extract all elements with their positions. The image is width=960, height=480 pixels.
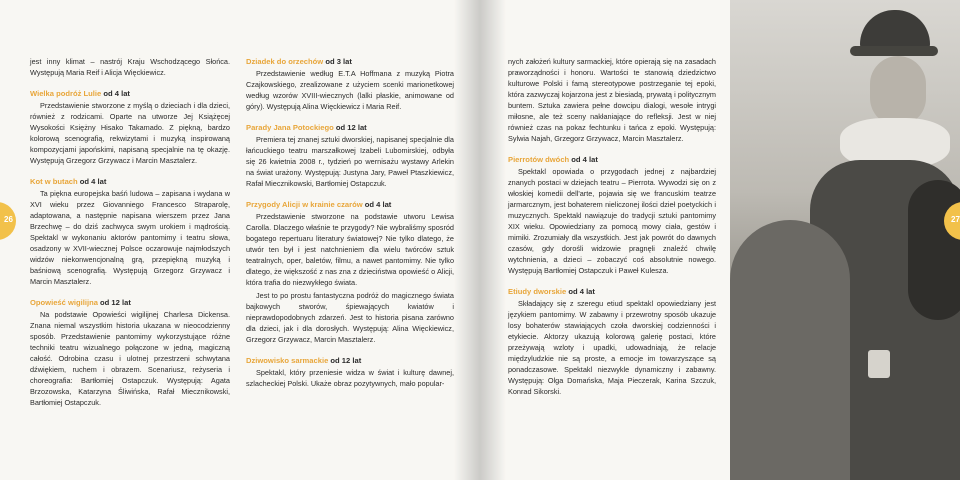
section-age: od 3 lat [323, 57, 352, 66]
right-gutter-shadow [480, 0, 506, 480]
left-page-number: 26 [4, 215, 13, 224]
section-heading [246, 122, 454, 133]
section-title: Pierrotów dwóch [508, 155, 570, 164]
column-3 [508, 56, 716, 399]
section-age: od 4 lat [77, 177, 107, 186]
column-2 [246, 56, 454, 391]
section-heading [30, 297, 230, 308]
section-title: Dziwowisko sarmackie [246, 356, 329, 365]
section-title: Parady Jana Potockiego [246, 123, 334, 132]
third-figure-shape [908, 180, 960, 320]
right-page-number: 27 [951, 215, 960, 224]
col1-intro: jest inny klimat – nastrój Kraju Wschodzącego Słońca. Występują Maria Reif i Alicja Więckiewicz. [30, 57, 230, 77]
section-age: od 4 lat [101, 89, 130, 98]
section-title: Wielka podróż Lulie [30, 89, 102, 98]
face-shape [870, 56, 926, 126]
section-text: Przedstawienie stworzone z myślą o dzieciach i dla dzieci, również z rodzicami. Oparte na utworze Jej Książęcej Wysokości Księżny Hisako Takamado. Z piękną, bardzo kolorową scenografią, rekwizytami i muzyką inspirowaną kompozycjami japońskimi, napisaną specjalnie na tę okazję. Występują Grzegorz Grzywacz i Marcin Masztalerz. [30, 101, 230, 165]
section-text: Jest to po prostu fantastyczna podróż do magicznego świata bajkowych stworów, śpiewających kwiatów i nieprawdopodobnych zdarzeń. Jest to historia pisana zarówno dla dzieci, jak i dla dorosłych. Występują: Alina Więckiewicz, Grzegorz Grzywacz, Marcin Masztalerz. [246, 291, 454, 344]
section-text: Przedstawienie według E.T.A Hoffmana z muzyką Piotra Czajkowskiego, zrealizowane z użyciem scenki marionetkowej według wzorów XVIII-wiecznych (lalki płaskie, animowane od góry). Występują Alina Więckiewicz i Maria Reif. [246, 69, 454, 111]
section-text: Na podstawie Opowieści wigilijnej Charlesa Dickensa. Znana niemal wszystkim historia ukazana w nieocodzienny sposób. Przedstawienie pantomimy wykorzystujące różne techniki teatru wizualnego połączone w jedną, magiczną całość. Odrobina czasu i ulotnej przestrzeni schwytana dźwiękiem, ruchem i obrazem. Scenariusz, reżyseria i choreografia: Bartłomiej Ostapczuk. Występują: Agata Brzozowska, Katarzyna Śliwińska, Rafał Miecznikowski, Bartłomiej Ostapczuk. [30, 310, 230, 407]
section-text: Spektakl opowiada o przygodach jednej z najbardziej znanych postaci w dziejach teatru – Pierrota. Wywodzi się on z włoskiej komedii dell'arte, pojawia się we francuskim teatrze jarmarcznym, jest bohaterem nieliczonej ilości dzieł poetyckich i muzycznych. Spektakl nawiązuje do tradycji sztuki pantomimy XIX wieku. Opowiedziany za pomocą mowy ciała, gestów i mimiki. Zrozumiały dla wszystkich. Jest jak powrót do dawnych czasów, gdy dorośli widzowie pragnęli znaleźć chwilę wytchnienia, a dzieci – zobaczyć coś absolutnie nowego. Występują Bartłomiej Ostapczuk i Paweł Kulesza. [508, 167, 716, 275]
section-text: Spektakl, który przeniesie widza w świat i kulturę dawnej, szlacheckiej Polski. Ukaże obraz pozytywnych, mało popular- [246, 368, 454, 388]
section-heading [246, 56, 454, 67]
section-age: od 4 lat [566, 287, 595, 296]
section-text: Przedstawienie stworzone na podstawie utworu Lewisa Carolla. Dlaczego właśnie te przygody? Nie wybraliśmy sposród bogatego repertuaru literatury światowej? Nie tylko dlatego, że utwór ten był i jest natchnieniem dla wielu twórców sztuk teatralnych, oper, baletów, filmu, a nawet pantomimy. Nie tylko dlatego, że większość z nas zna z dzieciństwa opowieść o Alicji, która trafia do niezwykłego świata. [246, 212, 454, 287]
section-heading [246, 199, 454, 210]
section-heading [508, 154, 716, 165]
section-age: od 12 lat [97, 298, 131, 307]
section-title: Przygody Alicji w krainie czarów [246, 200, 363, 209]
section-heading [508, 286, 716, 297]
section-heading [246, 355, 454, 366]
section-text: Ta piękna europejska baśń ludowa – zapisana i wydana w XVI wieku przez Giovanniego Francesco Straparolę, adaptowana, a następnie napisana wierszem przez Jana Brzechwę – do dziś zachwyca swym urokiem i mądrością. Spektakl w wykonaniu aktorów pantomimy i teatru słowa, osadzony w XVII-wiecznej Polsce oczarowuje najmłodszych widzów niekonwencjonalną grą, przepiękną muzyką i baśniową scenografią. Występują Grzegorz Grzywacz i Marcin Masztalerz. [30, 189, 230, 286]
section-age: od 4 lat [362, 200, 392, 209]
section-text: Składający się z szeregu etiud spektakl opowiedziany jest językiem pantomimy. W zabawny i przewrotny sposób ukazuje losy bohaterów stawiających czoła dworskiej codzienności i etykiecie. Aktorzy ukazują kolorową galerię postaci, które przeżywają wzloty i upadki, udowadniają, że relacje międzyludzkie nie są proste, a emocje im towarzyszące są ponadczasowe. Spektakl niezwykle dynamiczny i zabawny. Występują: Olga Domańska, Maja Pieczerak, Karina Szczuk, Konrad Sikorski. [508, 299, 716, 396]
left-gutter-shadow [454, 0, 480, 480]
left-page-number-tab [0, 202, 16, 240]
section-title: Kot w butach [30, 177, 78, 186]
cup-shape [868, 350, 890, 378]
section-age: od 12 lat [333, 123, 367, 132]
section-age: od 12 lat [328, 356, 362, 365]
section-title: Etiudy dworskie [508, 287, 567, 296]
performer-photo [730, 0, 960, 480]
section-title: Opowieść wigilijna [30, 298, 98, 307]
section-heading [30, 176, 230, 187]
section-age: od 4 lat [569, 155, 598, 164]
hat-shape [860, 10, 930, 50]
column-1 [30, 56, 230, 410]
section-text: Premiera tej znanej sztuki dworskiej, napisanej specjalnie dla łańcuckiego teatru marszałkowej Izabeli Lubomirskiej, odbyła się 26 kwietnia 2008 r., tydzień po wernisażu wystawy Arlekin na świat urażony. Występują: Justyna Jary, Paweł Ptaszkiewicz, Rafał Miecznikowski, Bartłomiej Ostapczuk. [246, 135, 454, 188]
hat-brim-shape [850, 46, 938, 56]
second-figure-shape [730, 220, 850, 480]
section-title: Dziadek do orzechów [246, 57, 324, 66]
col3-intro: nych założeń kultury sarmackiej, które opierają się na zasadach praworządności i honoru. Wartości te stanowią dziedzictwo kulturowe Polski i famą stereotypowe postrzeganie tej epoki, która zazwyczaj kojarzona jest z biesiadą, prywatą i politycznym buntem. Sztuka zawiera pełne dowcipu dialogi, wesołe intrygi miłosne, ale też sceny nakłaniające do refleksji. Jest w niej również czas na pokaz fechtunku i tańca z epoki. Występują: Sylwia Najah, Grzegorz Grzywacz, Marcin Masztalerz. [508, 57, 716, 143]
section-heading [30, 88, 230, 99]
